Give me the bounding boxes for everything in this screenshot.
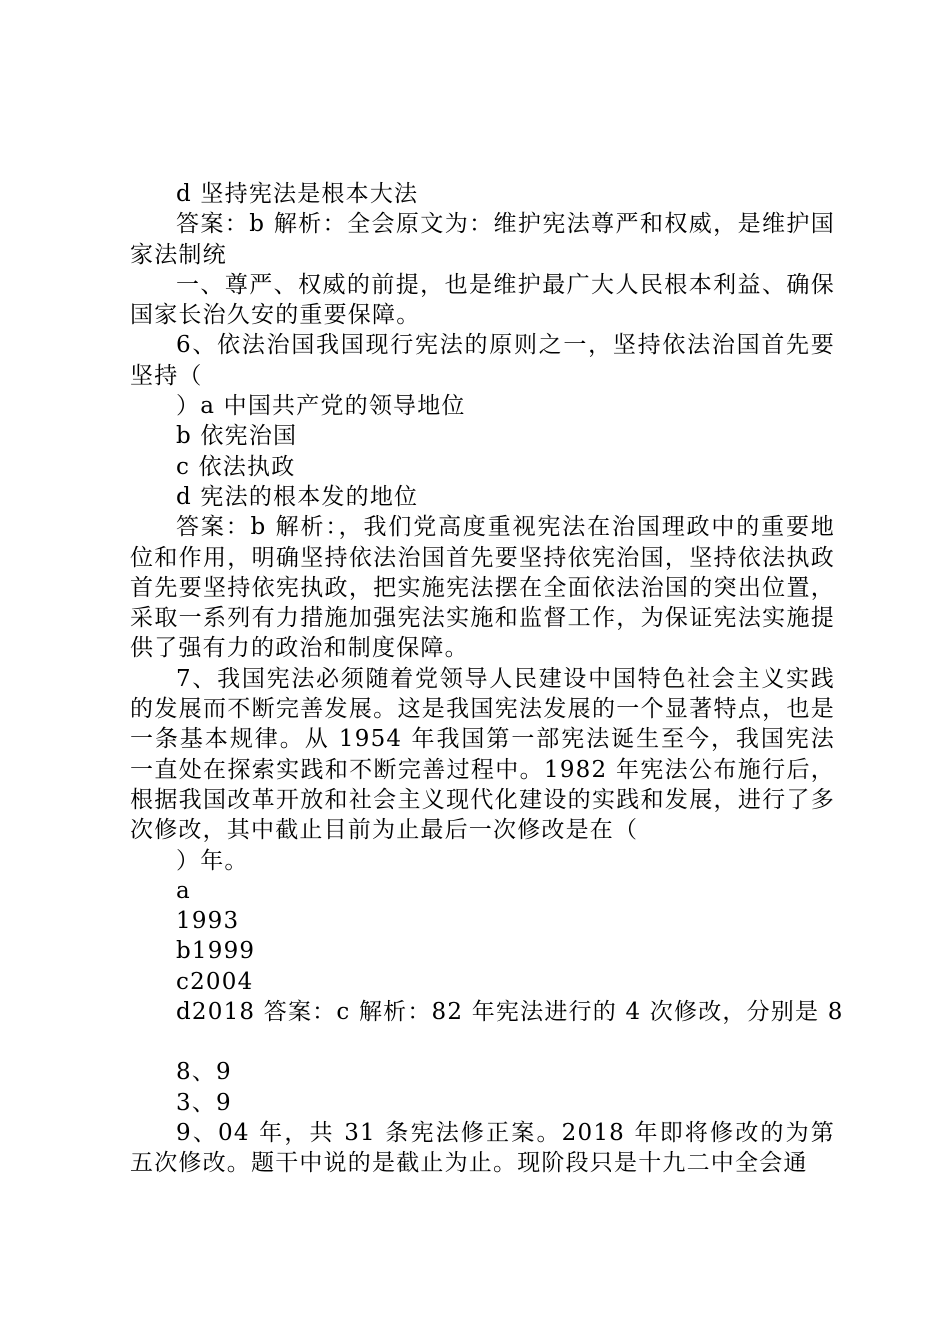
option-d-paragraph: d 坚持宪法是根本大法 (176, 181, 419, 207)
answer-explanation-paragraph: 答案：b 解析：全会原文为：维护宪法尊严和权威，是维护国家法制统 (130, 211, 835, 268)
amendment-year-paragraph: 3、9 (176, 1089, 232, 1116)
question-7-paragraph: 7、我国宪法必须随着党领导人民建设中国特色社会主义实践的发展而不断完善发展。这是我国宪法发展的一个显著特点，也是一条基本规律。从 1954 年我国第一部宪法诞生至今，我国宪法一直处在探索实践和不断完善过程中。1982 年宪法公布施行后，根据我国改革开放和社会主义现代化建设的实践和发展，进行了多次修改，其中截止目前为止最后一次修改是在（ (130, 665, 835, 844)
document-body (130, 179, 844, 1179)
option-a-paragraph: a (176, 877, 191, 904)
question-6-paragraph: 6、依法治国我国现行宪法的原则之一，坚持依法治国首先要坚持（ (130, 332, 835, 389)
option-year-paragraph: 1993 (176, 908, 240, 935)
option-d-answer-paragraph: d2018 答案：c 解析：82 年宪法进行的 4 次修改，分别是 8 (176, 999, 844, 1026)
amendment-summary-paragraph: 9、04 年，共 31 条宪法修正案。2018 年即将修改的为第五次修改。题干中说的是截止为止。现阶段只是十九二中全会通 (130, 1119, 835, 1177)
explanation-continued-paragraph: 一、尊严、权威的前提，也是维护最广大人民根本利益、确保国家长治久安的重要保障。 (130, 271, 835, 329)
option-c-paragraph: c 依法执政 (176, 453, 296, 480)
option-b-paragraph: b1999 (176, 938, 256, 965)
option-a-paragraph: ）a 中国共产党的领导地位 (176, 393, 466, 420)
option-c-paragraph: c2004 (176, 968, 254, 995)
option-b-paragraph: b 依宪治国 (176, 423, 298, 450)
amendment-year-paragraph: 8、9 (176, 1059, 232, 1086)
question-7-ending: ）年。 (176, 847, 249, 874)
blank-line (130, 1027, 835, 1057)
option-d-paragraph: d 宪法的根本发的地位 (176, 483, 419, 510)
answer-explanation-paragraph: 答案：b 解析：，我们党高度重视宪法在治国理政中的重要地位和作用，明确坚持依法治国首先要坚持依宪治国，坚持依法执政首先要坚持依宪执政，把实施宪法摆在全面依法治国的突出位置，采取一系列有力措施加强宪法实施和监督工作，为保证宪法实施提供了强有力的政治和制度保障。 (130, 514, 835, 662)
